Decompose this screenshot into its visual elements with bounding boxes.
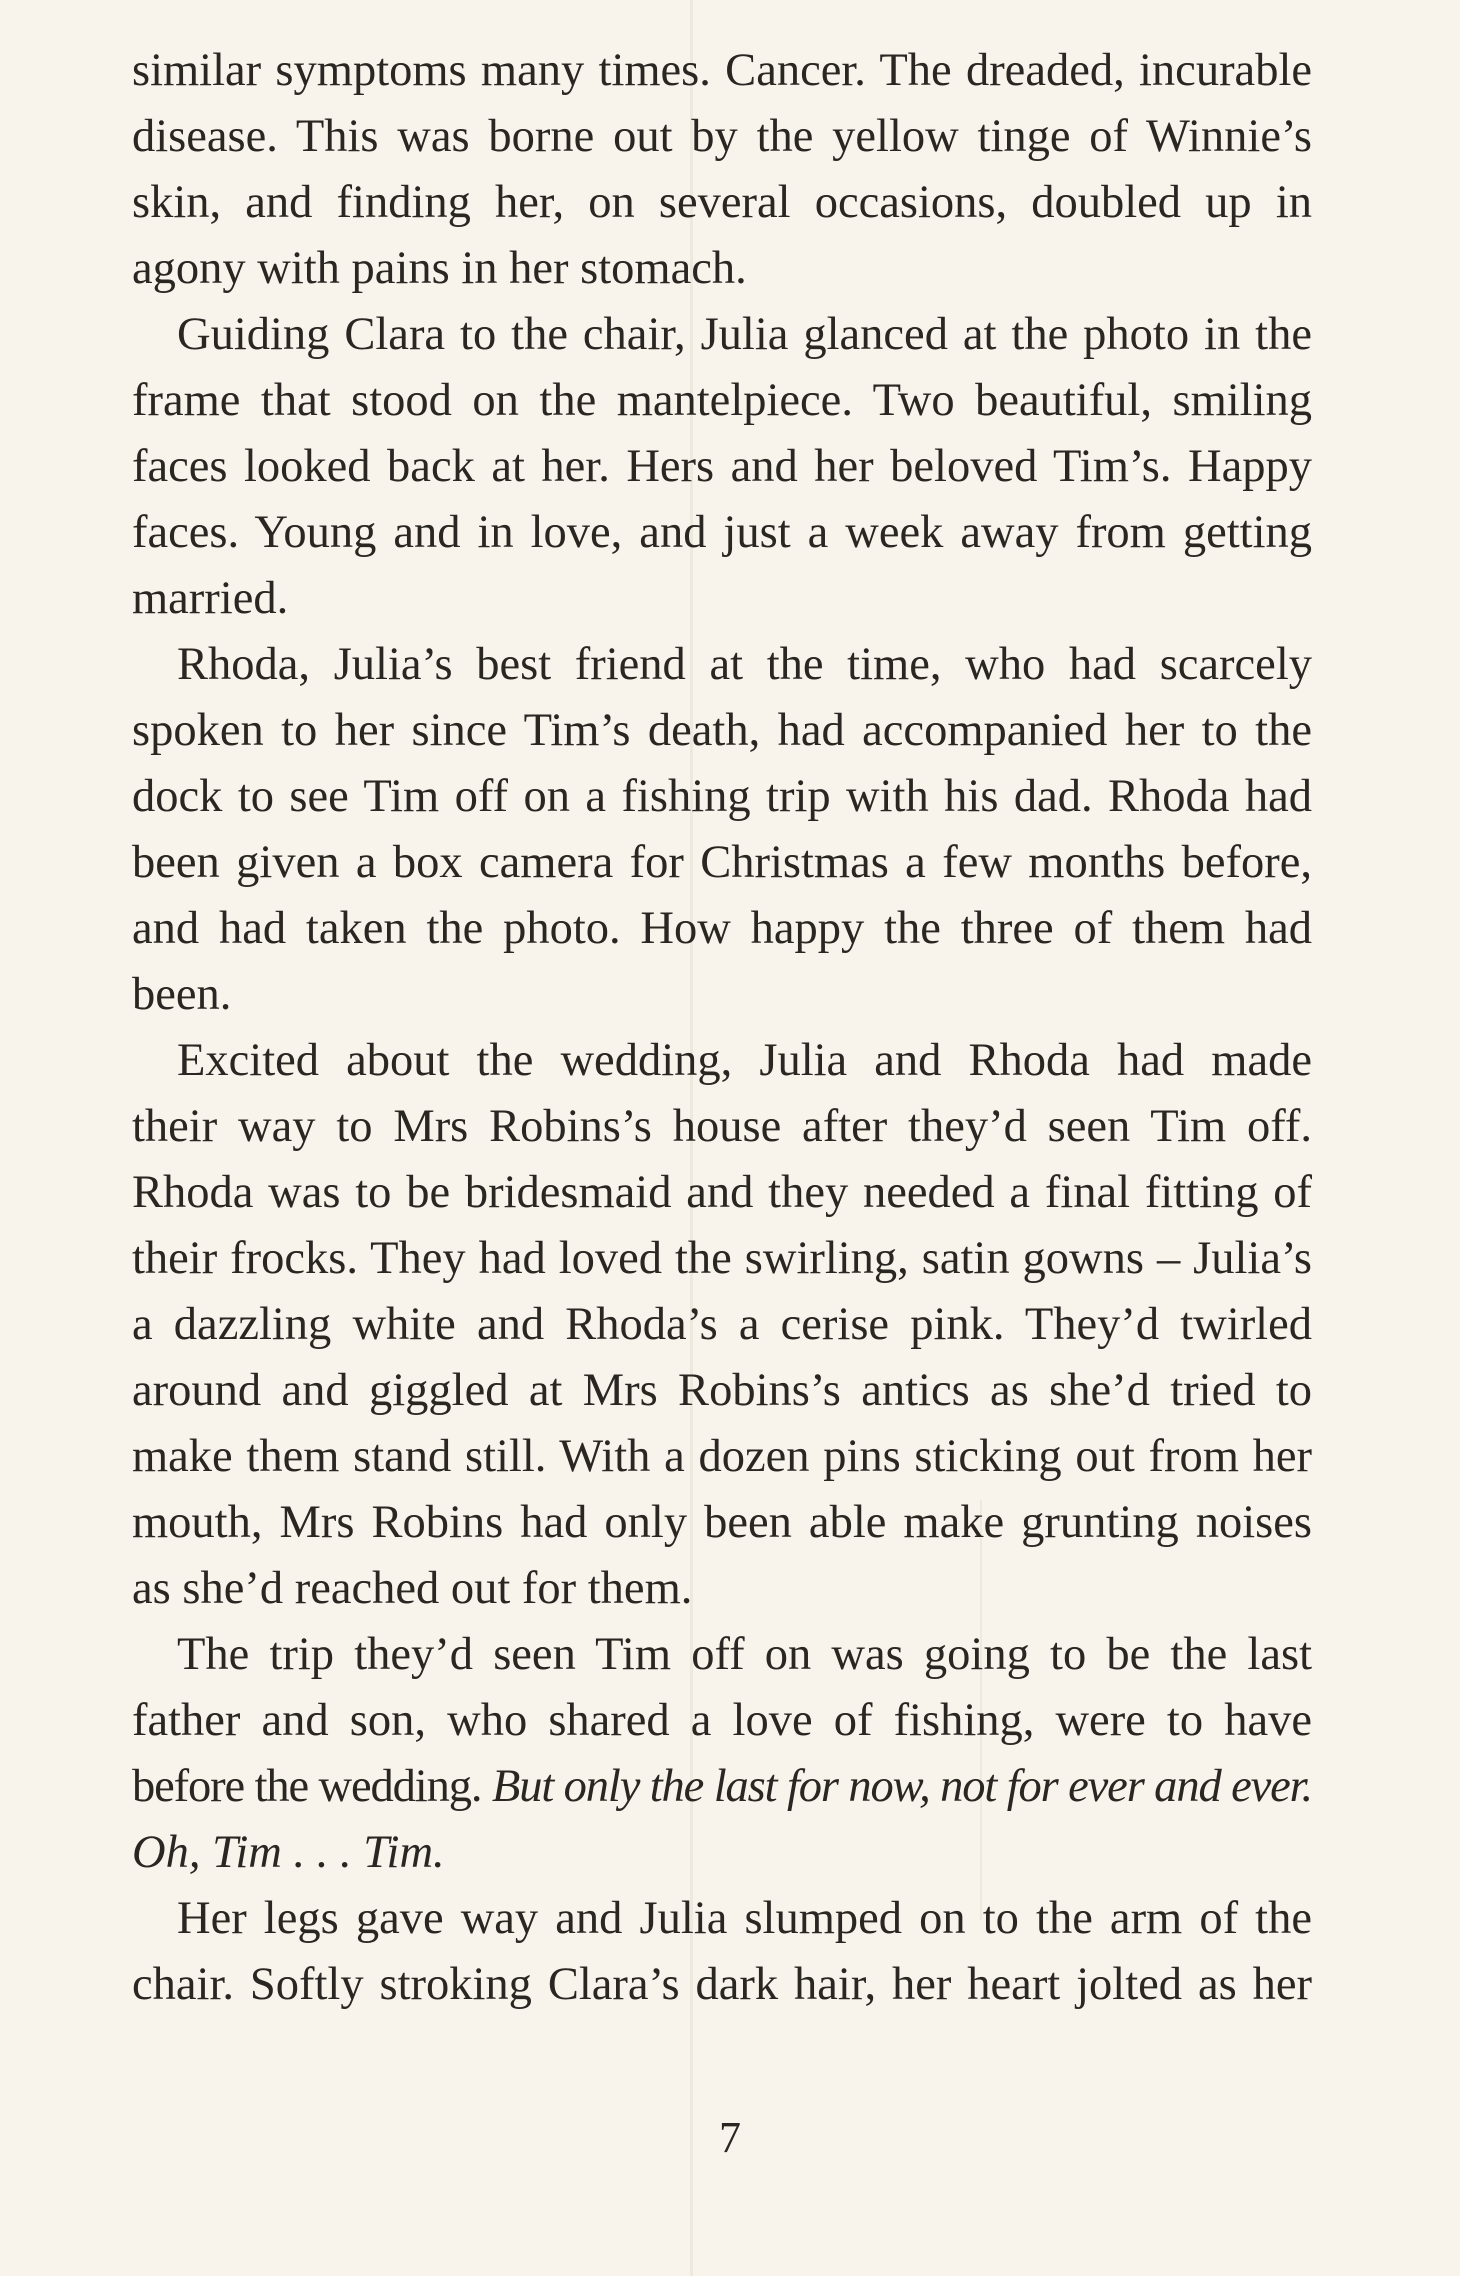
text-line-roman: and had taken the photo. How happy the three of them had — [132, 903, 1312, 954]
text-line — [132, 104, 1312, 170]
text-line-roman: disease. This was borne out by the yellow tinge of Winnie’s — [132, 111, 1312, 162]
text-line-roman: before the wedding. — [132, 1761, 482, 1812]
text-line — [132, 1226, 1312, 1292]
text-line — [132, 698, 1312, 764]
text-line — [132, 764, 1312, 830]
text-line-roman: Her legs gave way and Julia slumped on to the arm of the — [177, 1893, 1312, 1944]
text-line — [132, 1952, 1312, 2018]
text-line — [132, 1424, 1312, 1490]
text-line-roman: faces. Young and in love, and just a week away from getting — [132, 507, 1312, 558]
text-line-roman: a dazzling white and Rhoda’s a cerise pink. They’d twirled — [132, 1299, 1312, 1350]
text-line — [132, 1688, 1312, 1754]
text-line — [132, 1754, 1312, 1820]
text-line-italic: Oh, Tim . . . Tim. — [132, 1827, 445, 1878]
text-line — [132, 1358, 1312, 1424]
text-line-roman: mouth, Mrs Robins had only been able make grunting noises — [132, 1497, 1312, 1548]
text-line — [132, 368, 1312, 434]
text-line-roman: their frocks. They had loved the swirling, satin gowns – Julia’s — [132, 1233, 1312, 1284]
text-line-roman: dock to see Tim off on a fishing trip with his dad. Rhoda had — [132, 771, 1312, 822]
text-line — [132, 896, 1312, 962]
text-line — [132, 302, 1312, 368]
text-line — [132, 1028, 1312, 1094]
text-line-roman: been given a box camera for Christmas a few months before, — [132, 837, 1312, 888]
text-line — [132, 434, 1312, 500]
text-line-roman: been. — [132, 969, 232, 1020]
text-line-roman: make them stand still. With a dozen pins sticking out from her — [132, 1431, 1312, 1482]
text-line — [132, 1094, 1312, 1160]
text-line-roman: father and son, who shared a love of fishing, were to have — [132, 1695, 1312, 1746]
text-line — [132, 170, 1312, 236]
text-line — [132, 962, 1312, 1028]
text-line — [132, 566, 1312, 632]
text-line-roman: faces looked back at her. Hers and her beloved Tim’s. Happy — [132, 441, 1312, 492]
text-line-roman: Rhoda, Julia’s best friend at the time, who had scarcely — [177, 639, 1312, 690]
text-line-roman: frame that stood on the mantelpiece. Two beautiful, smiling — [132, 375, 1312, 426]
text-line-roman: as she’d reached out for them. — [132, 1563, 693, 1614]
text-line — [132, 1886, 1312, 1952]
text-line-roman: spoken to her since Tim’s death, had accompanied her to the — [132, 705, 1312, 756]
text-line-roman: Rhoda was to be bridesmaid and they needed a final fitting of — [132, 1167, 1312, 1218]
text-line — [132, 38, 1312, 104]
text-line-roman: The trip they’d seen Tim off on was going to be the last — [177, 1629, 1312, 1680]
text-line — [132, 500, 1312, 566]
text-line — [132, 1820, 1312, 1886]
text-line-roman: around and giggled at Mrs Robins’s antics as she’d tried to — [132, 1365, 1312, 1416]
text-line — [132, 1292, 1312, 1358]
text-line-roman: Excited about the wedding, Julia and Rhoda had made — [177, 1035, 1312, 1086]
body-text — [132, 38, 1312, 2018]
text-line-roman: chair. Softly stroking Clara’s dark hair, her heart jolted as her — [132, 1959, 1312, 2010]
text-line — [132, 632, 1312, 698]
text-line-roman: their way to Mrs Robins’s house after they’d seen Tim off. — [132, 1101, 1312, 1152]
text-line — [132, 830, 1312, 896]
text-line — [132, 1622, 1312, 1688]
text-line-roman: married. — [132, 573, 289, 624]
text-line — [132, 1490, 1312, 1556]
page-number: 7 — [719, 2113, 741, 2162]
text-line-italic: But only the last for now, not for ever and ever. — [491, 1761, 1313, 1812]
text-line-roman: similar symptoms many times. Cancer. The dreaded, incurable — [132, 45, 1312, 96]
text-line — [132, 236, 1312, 302]
text-line — [132, 1160, 1312, 1226]
text-line — [132, 1556, 1312, 1622]
text-line-roman: Guiding Clara to the chair, Julia glanced at the photo in the — [177, 309, 1312, 360]
text-line-roman: agony with pains in her stomach. — [132, 243, 747, 294]
text-line-roman: skin, and finding her, on several occasions, doubled up in — [132, 177, 1312, 228]
